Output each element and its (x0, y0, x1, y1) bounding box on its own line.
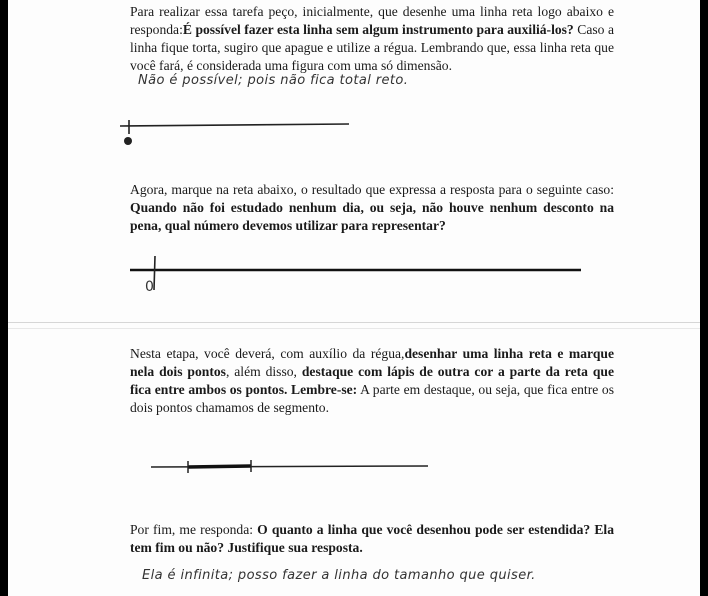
instruction-text: Para realizar essa tarefa peço, inicialmente, que desenhe uma linha reta logo abaixo e responda: (130, 4, 614, 37)
instruction-text: Caso a linha fique torta, sugiro que apague e utilize a régua. Lembrando que, essa linha reta que você fará, é considerada uma figura com uma só dimensão. (130, 22, 614, 73)
number-line-zero-label: 0 (145, 279, 155, 295)
instruction-emphasis: destaque com lápis de outra cor a parte da reta que fica entre ambos os pontos. Lembre-se: (130, 364, 615, 397)
instruction-text: A parte em destaque, ou seja, que fica entre os dois pontos chamamos de segmento. (130, 382, 614, 415)
line-endpoint-dot (124, 137, 132, 145)
instruction-question: O quanto a linha que você desenhou pode ser estendida? Ela tem fim ou não? Justifique sua resposta. (130, 522, 614, 555)
instruction-question: Quando não foi estudado nenhum dia, ou seja, não houve nenhum desconto na pena, qual número devemos utilizar para representar? (130, 200, 614, 233)
instruction-question: É possível fazer esta linha sem algum instrumento para auxiliá-los? (182, 22, 574, 37)
highlighted-segment (188, 466, 251, 467)
instruction-text: Agora, marque na reta abaixo, o resultado que expressa a resposta para o seguinte caso: (130, 182, 614, 197)
instruction-text: , além disso, (225, 364, 302, 379)
drawn-straight-line (120, 124, 349, 126)
drawn-lines (8, 0, 700, 596)
scanned-page (8, 0, 700, 596)
handwritten-answer-4: Ela é infinita; posso fazer a linha do tamanho que quiser. (142, 568, 536, 583)
instruction-text: Nesta etapa, você deverá, com auxílio da régua, (130, 346, 405, 361)
handwritten-answer-1: Não é possível; pois não fica total reto. (138, 73, 409, 88)
instruction-text: Por fim, me responda: (130, 522, 258, 537)
instruction-emphasis: desenhar uma linha reta e marque nela dois pontos (130, 346, 614, 379)
